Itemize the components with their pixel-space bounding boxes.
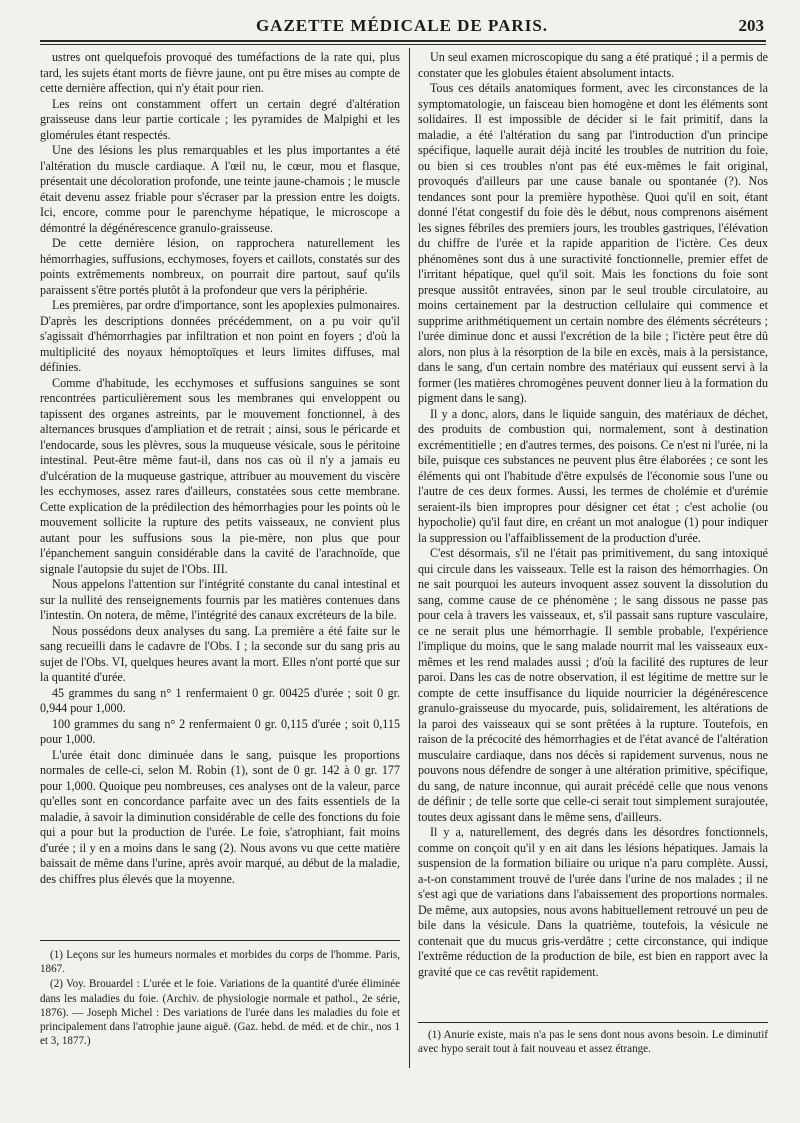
paragraph: Nous appelons l'attention sur l'intégrité constante du canal intestinal et sur la nullité des renseignements fournis par les matières contenues dans l'intestin. On notera, de même, l'intégrité des canaux excréteurs de la bile.	[40, 577, 400, 622]
left-footnotes	[40, 948, 400, 1049]
paragraph: C'est désormais, s'il ne l'était pas primitivement, du sang intoxiqué qui circule dans les vaisseaux. Telle est la raison des hémorrhagies. On ne sait pourquoi les auteurs invoquent assez souvent la dissolution du sang, comme cause de ce phénomène ; le sang dissous ne passe pas pour cela à travers les vaisseaux, et, s'il passait sans rupture vasculaire, ce ne serait plus une hémorrhagie. Il semble probable, l'expérience l'implique du moins, que le sang malade nourrit mal les vaisseaux eux-mêmes et les rend malades aussi ; d'où la facilité des ruptures de leur paroi. Dans les cas de notre observation, il est légitime de mettre sur le compte de cette insuffisance du liquide nourricier la dégénérescence granulo-graisseuse du myocarde, puis, solidairement, les altérations de la paroi des vaisseaux qui se sont prêtées à la rupture. Toutefois, en raison de la précocité des hémorrhagies et de l'état avancé de l'altération musculaire cardiaque, dans nos décès si rapidement survenus, nous ne pouvons nous défendre de songer à une altération primitive, spécifique, du sang, de nature inconnue, qui aurait précédé celle que nous venons de définir ; de telle sorte que celle-ci serait tout simplement surajoutée, toutes deux agissant dans le même sens, d'ailleurs.	[418, 546, 768, 824]
paragraph: Il y a donc, alors, dans le liquide sanguin, des matériaux de déchet, des produits de combustion qui, normalement, sont à destination excrémentitielle ; en d'autres termes, des poisons. Ce n'est ni l'urée, ni la bile, puisque ces substances ne peuvent plus être élaborées ; ce sont les éléments qui ont l'habitude d'être expulsés de l'économie sous l'une ou l'autre de ces deux formes. Aussi, les termes de cholémie et d'urémie seraient-ils bien impropres pour désigner cet état ; c'est acholie (ou hypocholie) qu'il faut dire, en créant un mot analogue (1) pour indiquer la suppression ou l'affaiblissement de la production d'urée.	[418, 406, 768, 545]
paragraph: Nous possédons deux analyses du sang. La première a été faite sur le sang recueilli dans le cadavre de l'Obs. I ; la seconde sur du sang pris au sujet de l'Obs. VI, quelques heures avant la mort. Elles n'ont porté que sur la quantité d'urée.	[40, 623, 400, 684]
footnote: (1) Anurie existe, mais n'a pas le sens dont nous avons besoin. Le diminutif avec hypo serait tout à fait nouveau et assez étrange.	[418, 1029, 768, 1056]
right-footnotes	[418, 1028, 768, 1057]
paragraph: Tous ces détails anatomiques forment, avec les circonstances de la symptomatologie, un faisceau bien homogène et dont les éléments sont solidaires. Il est impossible de décider si le fait primitif, dans la maladie, a été l'altération du sang par l'introduction d'un principe spécifique, laquelle aurait déjà incité les troubles de nutrition du foie, ou bien si ces troubles n'ont pas été eux-mêmes le fait original, provoqués d'ailleurs par une cause banale ou spontanée (?). Nos tendances sont pour la première hypothèse. Quoi qu'il en soit, étant donné l'état congestif du foie dès le début, nous comprenons aisément les signes fébriles des premiers jours, les troubles gastriques, l'élévation du chiffre de l'urée et la rapide apparition de l'ictère. Ces deux phénomènes sont dus à une suractivité fonctionnelle, premier effet de l'irritant hépatique, quel qu'il soit. Mais les fonctions du foie sont presque aussitôt entravées, sinon par le seul trouble circulatoire, au moins certainement par la destruction cellulaire qui commence et supprime arithmétiquement un certain nombre des éléments sécréteurs ; l'urée diminue donc et aussi l'excrétion de la bile ; l'ictère peut être dû alors, non plus à la résorption de la bile en excès, mais à la persistance, dans le sang, d'un certain nombre des matériaux qui eussent servi à la former (les matières chromogènes peuvent donner lieu à la formation du pigment dans le sang).	[418, 81, 768, 405]
paragraph: ustres ont quelquefois provoqué des tuméfactions de la rate qui, plus tard, les sujets étant morts de fièvre jaune, ont pu être mises au compte de cette dernière affection, qui n'y était pour rien.	[40, 50, 400, 95]
paragraph: 100 grammes du sang n° 2 renfermaient 0 gr. 0,115 d'urée ; soit 0,115 pour 1,000.	[40, 716, 400, 746]
paragraph: L'urée était donc diminuée dans le sang, puisque les proportions normales de celle-ci, selon M. Robin (1), sont de 0 gr. 142 à 0 gr. 177 pour 1,000. Quoique peu nombreuses, ces analyses ont de la valeur, parce qu'elles sont en concordance parfaite avec un des faits essentiels de la maladie, à savoir la diminution considérable de celle des fonctions du foie qui a pour but la production de l'urée. Le foie, s'atrophiant, fait moins d'urée ; il y en a moins dans le sang (2). Nous avons vu que cette matière baissait de même dans l'urine, après avoir marqué, au début de la maladie, des chiffres plus élevés que la moyenne.	[40, 747, 400, 886]
left-column	[40, 50, 400, 887]
footnote: (1) Leçons sur les humeurs normales et morbides du corps de l'homme. Paris, 1867.	[40, 949, 400, 976]
paragraph: 45 grammes du sang n° 1 renfermaient 0 gr. 00425 d'urée ; soit 0 gr. 0,944 pour 1,000.	[40, 685, 400, 715]
paragraph: De cette dernière lésion, on rapprochera naturellement les hémorrhagies, suffusions, ecchymoses, foyers et caillots, constatés sur des points extrêmements nombreux, on pourrait dire partout, sauf qu'ils paraissent s'être portés plutôt à la profondeur que vers la périphérie.	[40, 236, 400, 297]
paragraph: Il y a, naturellement, des degrés dans les désordres fonctionnels, comme on conçoit qu'il y en ait dans les lésions hépatiques. Jamais la suspension de la formation biliaire ou urique n'a paru complète. Aussi, a-t-on constamment trouvé de l'urée dans l'urine de nos malades ; il ne s'est agi que de variations dans l'abaissement des proportions normales. De même, aux autopsies, nous avons habituellement retrouvé un peu de bile dans la vésicule. Dans la quatrième, toutefois, la vésicule ne contenait que du mucus gris-verdâtre ; cette circonstance, qui indique l'extrême réduction de la production de bile, est bien en rapport avec la gravité que ce cas revêtit rapidement.	[418, 825, 768, 979]
footnote-rule-left	[40, 940, 400, 941]
paragraph: Un seul examen microscopique du sang a été pratiqué ; il a permis de constater que les globules étaient absolument intacts.	[418, 50, 768, 80]
journal-title: GAZETTE MÉDICALE DE PARIS.	[255, 16, 549, 35]
paragraph: Les reins ont constamment offert un certain degré d'altération graisseuse dans leur partie corticale ; les pyramides de Malpighi et les glomérules étant respectés.	[40, 96, 400, 142]
footnote-rule-right	[418, 1022, 768, 1023]
footnote: (2) Voy. Brouardel : L'urée et le foie. Variations de la quantité d'urée éliminée dans les maladies du foie. (Archiv. de physiologie normale et pathol., 2e série, 1876). — Joseph Michel : Des variations de l'urée dans les maladies du foie et principalement dans l'atrophie jaune aiguë. (Gaz. hebd. de méd. et de chir., nos 1 et 3, 1877.)	[40, 978, 400, 1048]
paragraph: Les premières, par ordre d'importance, sont les apoplexies pulmonaires. D'après les descriptions données précédemment, on a pu voir qu'il s'agissait d'hémorrhagies par infiltration et non point en foyers ; d'où la multiplicité des noyaux hémoptoïques et leurs limites diffuses, mal définies.	[40, 298, 400, 374]
paragraph: Comme d'habitude, les ecchymoses et suffusions sanguines se sont rencontrées particulièrement sous les membranes qui enveloppent ou tapissent des organes astreints, par le mouvement fonctionnel, à des alternances brusques d'ampliation et de retrait ; ainsi, sous le péricarde et l'endocarde, sous les plèvres, sous la muqueuse vésicale, sous le péritoine intestinal. Peut-être même faut-il, dans nos cas où il n'y a jamais eu d'ulcération de la muqueuse gastrique, attribuer au mouvement du viscère les ecchymoses, assez rares d'ailleurs, constatées sous cette membrane. Cette explication de la prédilection des hémorrhagies pour les points où le mouvement sollicite la rupture des petits vaisseaux, ne convient plus autant pour les suffusions sous la pie-mère, non plus que pour l'épanchement sanguin considérable dans la cavité de l'arachnoïde, que signale l'autopsie du sujet de l'Obs. III.	[40, 375, 400, 576]
right-column	[418, 50, 768, 980]
header-rule	[40, 40, 766, 45]
page-number: 203	[738, 16, 764, 35]
page-header	[38, 12, 766, 40]
column-divider	[409, 48, 410, 1068]
paragraph: Une des lésions les plus remarquables et les plus importantes a été l'altération du muscle cardiaque. A l'œil nu, le cœur, mou et flasque, présentait une décoloration profonde, une teinte jaune-chamois ; le muscle était devenu assez friable pour s'écraser par la pression entre les doigts. Ici, encore, comme pour le parenchyme hépatique, le microscope a démontré la dégénérescence granulo-graisseuse.	[40, 143, 400, 235]
